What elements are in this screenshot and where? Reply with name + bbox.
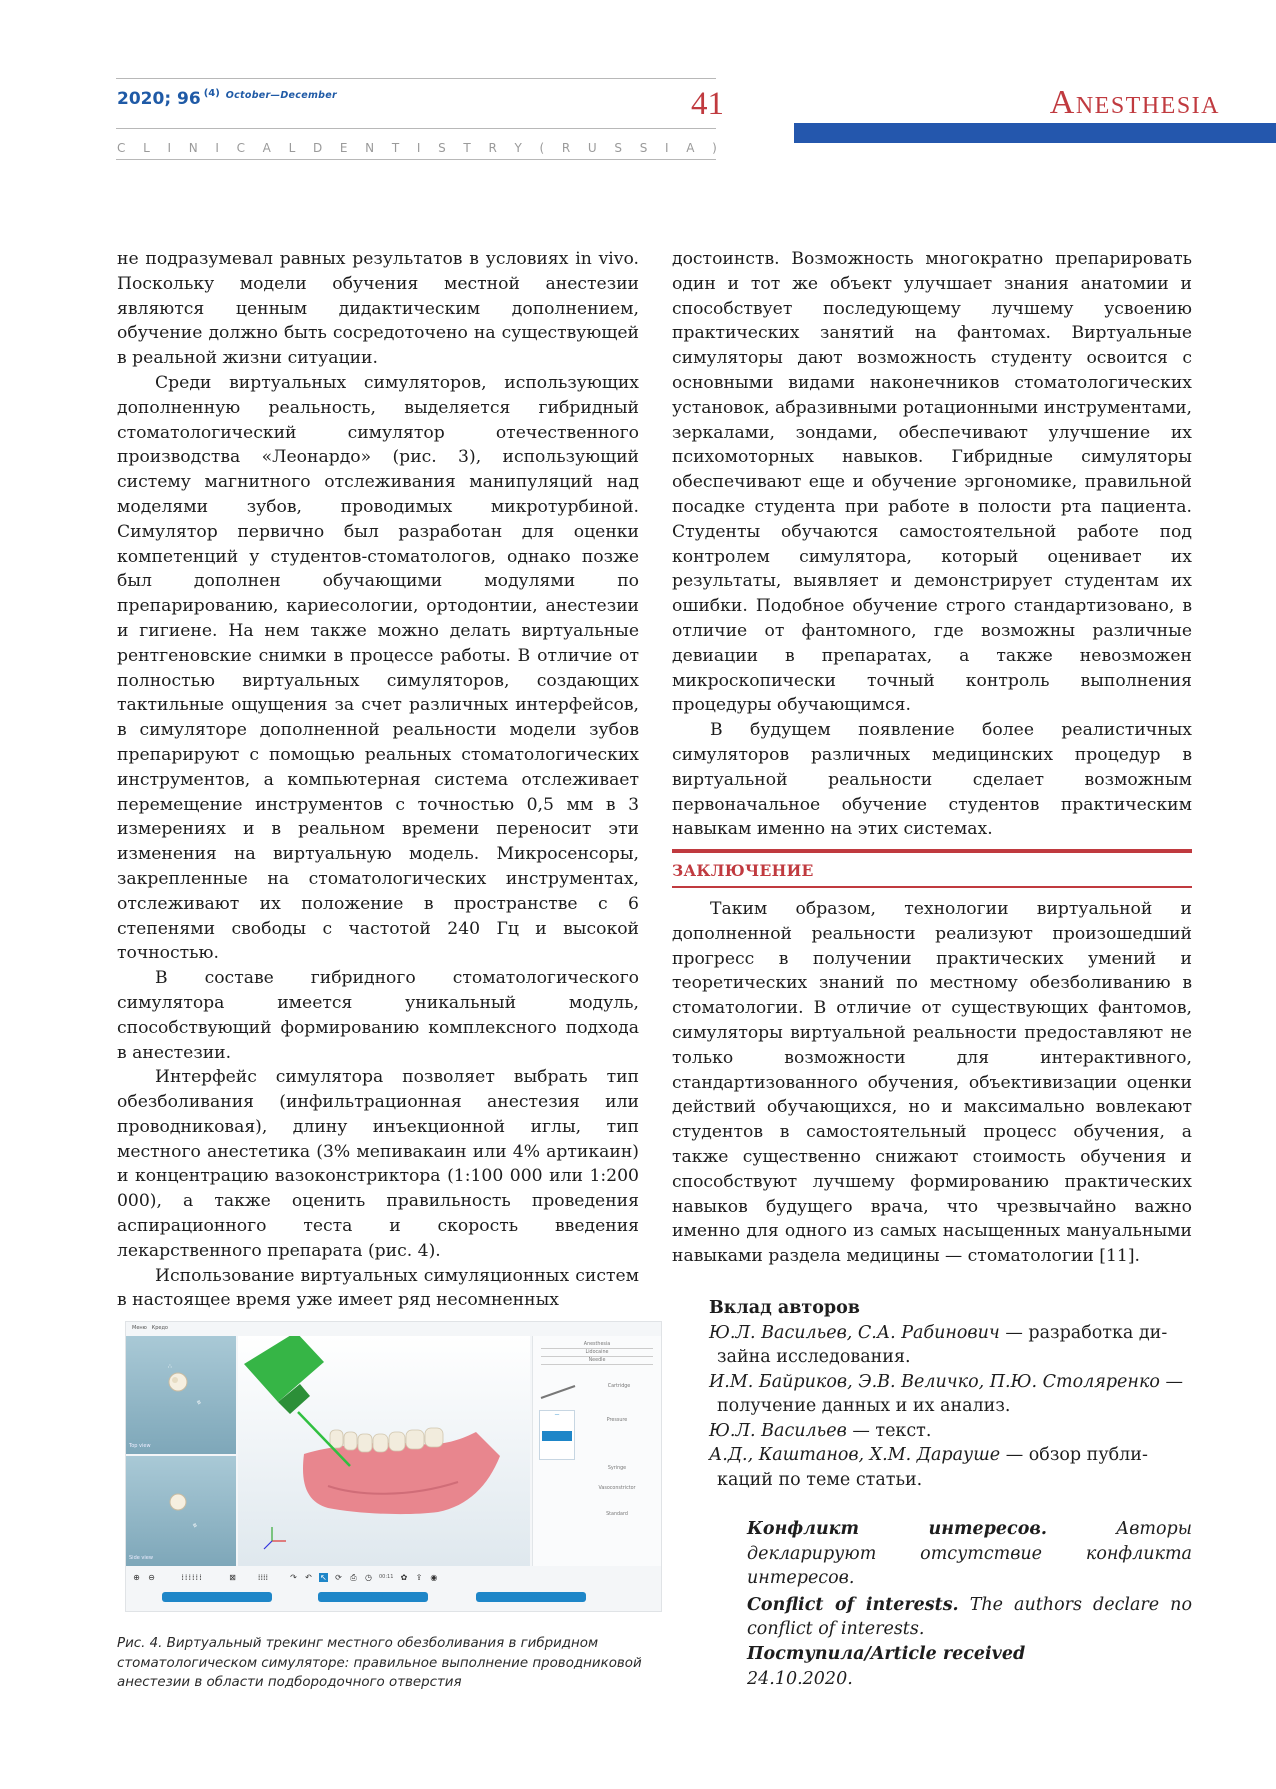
left-column	[117, 247, 639, 1313]
journal-letter: T	[391, 141, 400, 155]
tooth-selector-icon[interactable]: ⁞⁞⁞⁞	[257, 1572, 269, 1582]
page-number: 41	[691, 86, 724, 122]
journal-letter: N	[365, 141, 375, 155]
author-names: И.М. Байриков, Э.В. Величко, П.Ю. Столяренко	[709, 1371, 1160, 1392]
conflict-ru-label: Конфликт интересов.	[747, 1519, 1047, 1539]
journal-letter: I	[215, 141, 219, 155]
journal-letter: C	[236, 141, 245, 155]
svg-text:≡: ≡	[194, 1398, 203, 1407]
sim-button[interactable]: Button 3	[476, 1592, 586, 1602]
svg-text:≡: ≡	[190, 1521, 199, 1530]
issue-year: 2020; 96	[117, 89, 201, 109]
panel-item: Pressure	[606, 1418, 628, 1423]
heading-rule-top	[672, 849, 1192, 853]
paragraph: достоинств. Возможность многократно препарировать один и тот же объект улучшает знания анатомии и способствует последующему лучшему усвоению практических занятий на фантомах. Виртуальные симуляторы дают возможность студенту освоится с основными видами наконечников стоматологических установок, абразивными ротационными инструментами, зеркалами, зондами, обеспечивают улучшение их психомоторных навыков. Гибридные симуляторы обеспечивают еще и обучение эргономике, правильной посадке студента при работе в полости рта пациента. Студенты обучаются самостоятельной работе под контролем симулятора, который оценивает их результаты, выявляет и демонстрирует студентам их ошибки. Подобное обучение строго стандартизовано, в отличие от фантомного, где возможны различные девиации в препаратах, а также невозможен микроскопически точный контроль выполнения процедуры обучающимся.	[672, 249, 1192, 716]
header-rule-mid	[116, 128, 716, 129]
journal-letter: L	[143, 141, 150, 155]
header-rule-bottom	[116, 159, 716, 160]
panel-item: Lidocaine	[541, 1350, 653, 1357]
paragraph: Использование виртуальных симуляционных систем в настоящее время уже имеет ряд несомненных	[117, 1265, 639, 1311]
journal-letter: N	[188, 141, 198, 155]
author-role: — разработка ди-	[999, 1322, 1168, 1343]
timer-icon: ◷	[365, 1572, 372, 1582]
zoom-in-icon[interactable]: ⊕	[133, 1572, 140, 1582]
heading-rule-bottom	[672, 886, 1192, 888]
author-role: — обзор публи-	[1000, 1445, 1148, 1465]
jaw-model-icon	[238, 1336, 530, 1566]
panel-item: Standard	[606, 1512, 628, 1517]
panel-item: Syringe	[607, 1466, 627, 1471]
author-role-cont: получение данных и их анализ.	[717, 1396, 1011, 1416]
journal-letter: C	[117, 141, 126, 155]
figure-simulator-screenshot	[125, 1321, 662, 1612]
issue-number: (4)	[203, 88, 220, 99]
section-bar	[794, 123, 1276, 143]
journal-letter: L	[288, 141, 296, 155]
main-3d-viewport	[238, 1336, 530, 1566]
paragraph: В будущем появление более реалистичных симуляторов различных медицинских процедур в виртуальной реальности сделает возможным первоначальное обучение студентов практическим навыкам именно на этих системах.	[672, 720, 1192, 840]
conclusion-title: ЗАКЛЮЧЕНИЕ	[672, 861, 814, 880]
panel-item: Vasoconstrictor	[598, 1486, 636, 1491]
export-icon[interactable]: ⇪	[415, 1572, 423, 1582]
journal-letter: E	[339, 141, 348, 155]
journal-letter: S	[639, 141, 648, 155]
info-icon[interactable]: ◉	[430, 1572, 438, 1582]
journal-letter: I	[167, 141, 171, 155]
panel-item: Cartridge	[607, 1384, 631, 1389]
author-names: А.Д., Каштанов, Х.М. Дарауше	[709, 1445, 1001, 1465]
paragraph: Таким образом, технологии виртуальной и дополненной реальности реализуют произошедший прогресс в получении практических умений и теоретических знаний по местному обезболиванию в стоматологии. В отличие от существующих фантомов, симуляторы виртуальной реальности предоставляют не только возможности для интерактивного, стандартизованного обучения, объективизации оценки действий обучающихся, но и максимально вовлекают студентов в самостоятельный процесс обучения, а также существенно снижают стоимость обучения и способствуют лучшему формированию практических навыков будущего врача, что чрезвычайно важно именно для одного из самых насыщенных мануальными навыками раздела медицины — стоматологии [11].	[672, 899, 1192, 1267]
author-item	[709, 1419, 1192, 1444]
figure-caption: Рис. 4. Виртуальный трекинг местного обезболивания в гибридном стоматологическом симуляторе: правильное выполнение проводниковой анестезии в области подбородочного отверстия	[117, 1636, 642, 1690]
received-date: 24.10.2020.	[747, 1668, 853, 1689]
author-role: —	[1159, 1371, 1184, 1392]
conflict-en	[709, 1593, 1192, 1642]
top-view-viewport	[126, 1336, 236, 1454]
conflict-en-text: The authors declare no conflict of interests.	[747, 1594, 1192, 1639]
journal-letter: A	[262, 141, 271, 155]
panel-item: Needle	[541, 1358, 653, 1365]
conclusion-heading	[672, 849, 1192, 888]
author-item	[709, 1321, 1192, 1346]
journal-letter: )	[712, 141, 717, 155]
cartridge-selected	[542, 1431, 572, 1441]
author-role-cont: зайна исследования.	[717, 1347, 911, 1367]
sim-menu	[132, 1325, 168, 1331]
journal-letter: R	[561, 141, 571, 155]
header-rule-top	[116, 78, 716, 79]
author-role: — текст.	[846, 1420, 932, 1441]
journal-letter: Y	[514, 141, 522, 155]
author-contributions	[709, 1296, 1192, 1492]
side-view-viewport	[126, 1456, 236, 1566]
timer-readout: 00:11	[379, 1574, 394, 1580]
rotate-icon[interactable]: ⟳	[335, 1572, 342, 1582]
paragraph: Среди виртуальных симуляторов, использующих дополненную реальность, выделяется гибридный стоматологический симулятор отечественного производства «Леонардо» (рис. 3), использующий систему магнитного отслеживания манипуляций над моделями зубов, проводимых микротурбиной. Симулятор первично был разработан для оценки компетенций у студентов-стоматологов, однако позже был дополнен обучающими модулями по препарированию, кариесологии, ортодонтии, анестезии и гигиене. На нем также можно делать виртуальные рентгеновские снимки в процессе работы. В отличие от полностью виртуальных симуляторов, создающих тактильные ощущения за счет различных интерфейсов, в симуляторе дополненной реальности модели зубов препарируют с помощью реальных стоматологических инструментов, а компьютерная система отслеживает перемещение инструментов с точностью 0,5 мм в 3 измерениях и в реальном времени переносит эти изменения на виртуальную модель. Микросенсоры, закрепленные на стоматологических инструментах, отслеживают их положение в пространстве с 6 степенями свободы с частотой 240 Гц и высокой точностью.	[117, 372, 639, 964]
issue-quarter: October—December	[225, 90, 337, 101]
received-date-block	[747, 1642, 1187, 1691]
author-role-cont: каций по теме статьи.	[717, 1469, 923, 1490]
conflict-of-interest	[709, 1517, 1192, 1642]
cartridge-label: —	[554, 1413, 560, 1418]
sim-menu-item: Кредо	[151, 1325, 168, 1331]
journal-title	[117, 141, 717, 155]
sim-button[interactable]: Button 1	[162, 1592, 272, 1602]
sim-button[interactable]: Button 2	[318, 1592, 428, 1602]
split-icon[interactable]: ⊠	[229, 1572, 236, 1582]
journal-letter: U	[587, 141, 597, 155]
paragraph: В составе гибридного стоматологического симулятора имеется уникальный модуль, способствующий формированию комплексного подхода в анестезии.	[117, 968, 639, 1063]
viewport-label: Top view	[129, 1443, 151, 1449]
received-label: Поступила/Article received	[747, 1644, 1026, 1664]
conflict-ru	[709, 1517, 1192, 1591]
paragraph: Интерфейс симулятора позволяет выбрать тип обезболивания (инфильтрационная анестезия или проводниковая), длину инъекционной иглы, тип местного анестетика (3% мепивакаин или 4% артикаин) и концентрацию вазоконстриктора (1:100 000 или 1:200 000), а также оценить правильность проведения аспирационного теста и скорость введения лекарственного препарата (рис. 4).	[117, 1067, 639, 1261]
settings-side-panel	[532, 1336, 661, 1566]
sim-toolbar	[132, 1570, 552, 1584]
settings-icon[interactable]: ✿	[400, 1572, 408, 1582]
author-item	[709, 1370, 1192, 1395]
redo-icon[interactable]: ↷	[290, 1572, 297, 1582]
viewport-label: Side view	[129, 1555, 153, 1561]
svg-text:∴: ∴	[168, 1363, 172, 1370]
journal-letter: I	[665, 141, 669, 155]
tooth-selector-icon[interactable]: ⁞⁞⁞⁞⁞⁞	[181, 1572, 203, 1582]
journal-letter: A	[686, 141, 695, 155]
journal-letter: D	[312, 141, 323, 155]
journal-letter: T	[463, 141, 471, 155]
undo-icon[interactable]: ↶	[305, 1572, 312, 1582]
cartridge-option[interactable]	[539, 1410, 575, 1460]
right-column	[672, 247, 1192, 842]
needle-icon	[539, 1382, 579, 1402]
conflict-en-label: Conflict of interests.	[747, 1594, 959, 1615]
authors-heading: Вклад авторов	[709, 1298, 860, 1318]
panel-item: Anesthesia	[541, 1342, 653, 1349]
molar-top-icon	[126, 1336, 236, 1454]
print-icon[interactable]: ⎙	[350, 1572, 357, 1582]
journal-letter: (	[539, 141, 545, 155]
journal-letter: I	[416, 141, 421, 155]
author-names: Ю.Л. Васильев	[709, 1420, 847, 1441]
conflict-ru-text: Авторы декларируют отсутствие конфликта интересов.	[747, 1519, 1192, 1588]
issue-info	[117, 88, 337, 109]
cursor-icon[interactable]: ↖	[320, 1572, 327, 1582]
journal-letter: S	[438, 141, 446, 155]
zoom-out-icon[interactable]: ⊖	[148, 1572, 155, 1582]
paragraph: не подразумевал равных результатов в условиях in vivo. Поскольку модели обучения местной анестезии являются ценным дидактическим дополнением, обучение должно быть сосредоточено на существующей в реальной жизни ситуации.	[117, 249, 639, 369]
sim-menu-item: Меню	[132, 1325, 147, 1331]
journal-letter: R	[488, 141, 497, 155]
molar-side-icon	[126, 1456, 236, 1566]
author-names: Ю.Л. Васильев, С.А. Рабинович	[709, 1322, 1000, 1343]
author-item	[709, 1443, 1192, 1468]
section-title: Anesthesia	[1049, 84, 1220, 121]
conclusion-body	[672, 897, 1192, 1269]
journal-letter: S	[614, 141, 623, 155]
